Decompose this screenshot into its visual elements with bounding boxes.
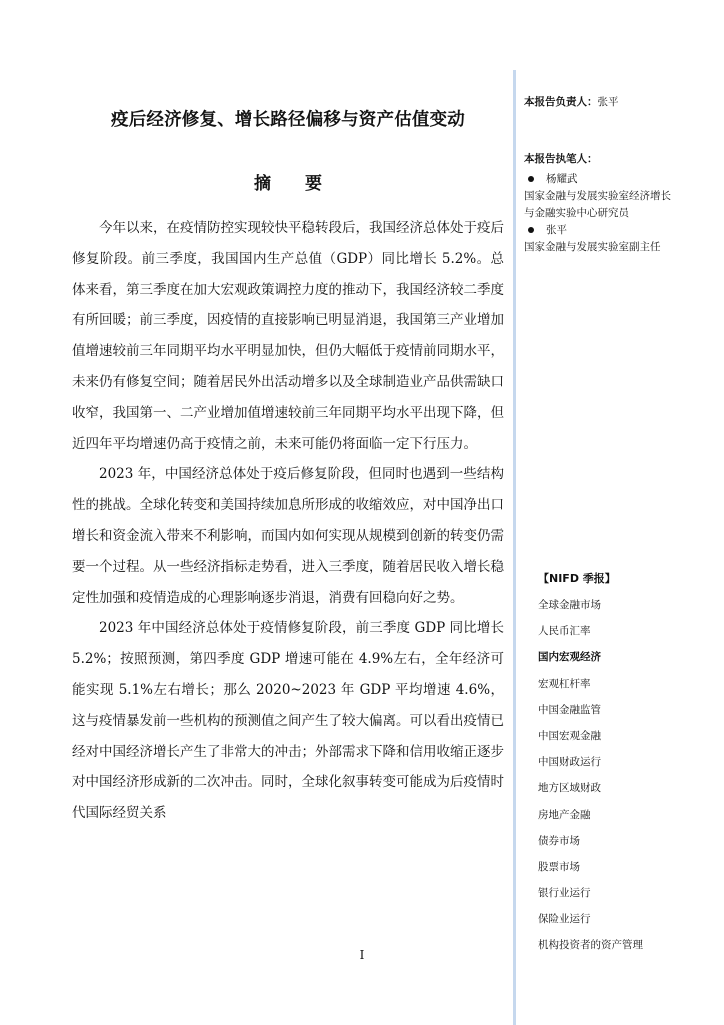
responsible-person: [524, 94, 674, 111]
nifd-item-global-financial-market: 全球金融市场: [538, 599, 601, 611]
abstract-paragraph-1: 今年以来，在疫情防控实现较快平稳转段后，我国经济总体处于疫后修复阶段。前三季度，我国国内生产总值（GDP）同比增长 5.2%。总体来看，第三季度在加大宏观政策调控力度的推动下，我国经济较二季度有所回暖；前三季度，因疫情的直接影响已明显消退，我国第三产业增加值增速较前三年同期平均水平明显加快，但仍大幅低于疫情前同期水平，未来仍有修复空间；随着居民外出活动增多以及全球制造业产品供需缺口收窄，我国第一、二产业增加值增速较前三年同期平均水平出现下降，但近四年平均增速仍高于疫情之前，未来可能仍将面临一定下行压力。: [72, 220, 504, 452]
nifd-item-rmb-exchange-rate: 人民币汇率: [538, 625, 591, 638]
report-title: 疫后经济修复、增长路径偏移与资产估值变动: [111, 110, 465, 130]
bullet-icon: [528, 176, 534, 182]
abstract-heading: 摘 要: [254, 174, 336, 194]
writer-entry: [524, 171, 674, 188]
nifd-item-financial-regulation: 中国金融监管: [538, 703, 601, 716]
writer-entry: [524, 222, 674, 239]
page-number: I: [359, 948, 365, 962]
abstract-paragraph-2: 2023 年，中国经济总体处于疫后修复阶段，但同时也遇到一些结构性的挑战。全球化转变和美国持续加息所形成的收缩效应，对中国净出口增长和资金流入带来不利影响，而国内如何实现从规模到创新的转变仍需要一个过程。从一些经济指标走势看，进入三季度，随着居民收入增长稳定性加强和疫情造成的心理影响逐步消退，消费有回稳向好之势。: [72, 466, 504, 606]
nifd-item-macro-leverage: 宏观杠杆率: [538, 677, 591, 690]
responsible-label: 本报告负责人：: [524, 96, 598, 108]
nifd-item-bond-market: 债券市场: [538, 834, 580, 847]
nifd-item-macro-finance: 中国宏观金融: [538, 729, 601, 742]
writer-name: 张平: [546, 224, 567, 236]
writers-section: [524, 151, 674, 256]
bullet-icon: [528, 227, 534, 233]
report-main-column: [72, 96, 504, 829]
writers-label: 本报告执笔人：: [524, 153, 598, 165]
nifd-item-asset-management: 机构投资者的资产管理: [538, 939, 643, 952]
sidebar-divider: [513, 70, 516, 1025]
nifd-item-domestic-macro-economy: 国内宏观经济: [538, 651, 601, 664]
nifd-item-banking: 银行业运行: [538, 887, 591, 900]
nifd-series-title: 【NIFD 季报】: [538, 572, 616, 585]
writer-affiliation: 国家金融与发展实验室经济增长与金融实验中心研究员: [524, 190, 671, 219]
nifd-item-local-fiscal: 地方区域财政: [538, 782, 601, 795]
writer-affiliation: 国家金融与发展实验室副主任: [524, 241, 661, 253]
writer-name: 杨耀武: [546, 173, 578, 185]
nifd-series-list: [524, 570, 674, 959]
nifd-item-insurance: 保险业运行: [538, 913, 591, 926]
nifd-item-stock-market: 股票市场: [538, 860, 580, 873]
nifd-item-real-estate-finance: 房地产金融: [538, 808, 591, 821]
nifd-item-fiscal-operation: 中国财政运行: [538, 756, 601, 769]
responsible-name: 张平: [597, 96, 619, 108]
abstract-paragraph-3: 2023 年中国经济总体处于疫情修复阶段，前三季度 GDP 同比增长 5.2%；按照预测，第四季度 GDP 增速可能在 4.9%左右，全年经济可能实现 5.1%左右增长；那么 2020~2023 年 GDP 平均增速 4.6%，这与疫情暴发前一些机构的预测值之间产生了较大偏离。可以看出疫情已经对中国经济增长产生了非常大的冲击；外部需求下降和信用收缩正逐步对中国经济形成新的二次冲击。同时，全球化叙事转变可能成为后疫情时代国际经贸关系: [72, 620, 504, 822]
